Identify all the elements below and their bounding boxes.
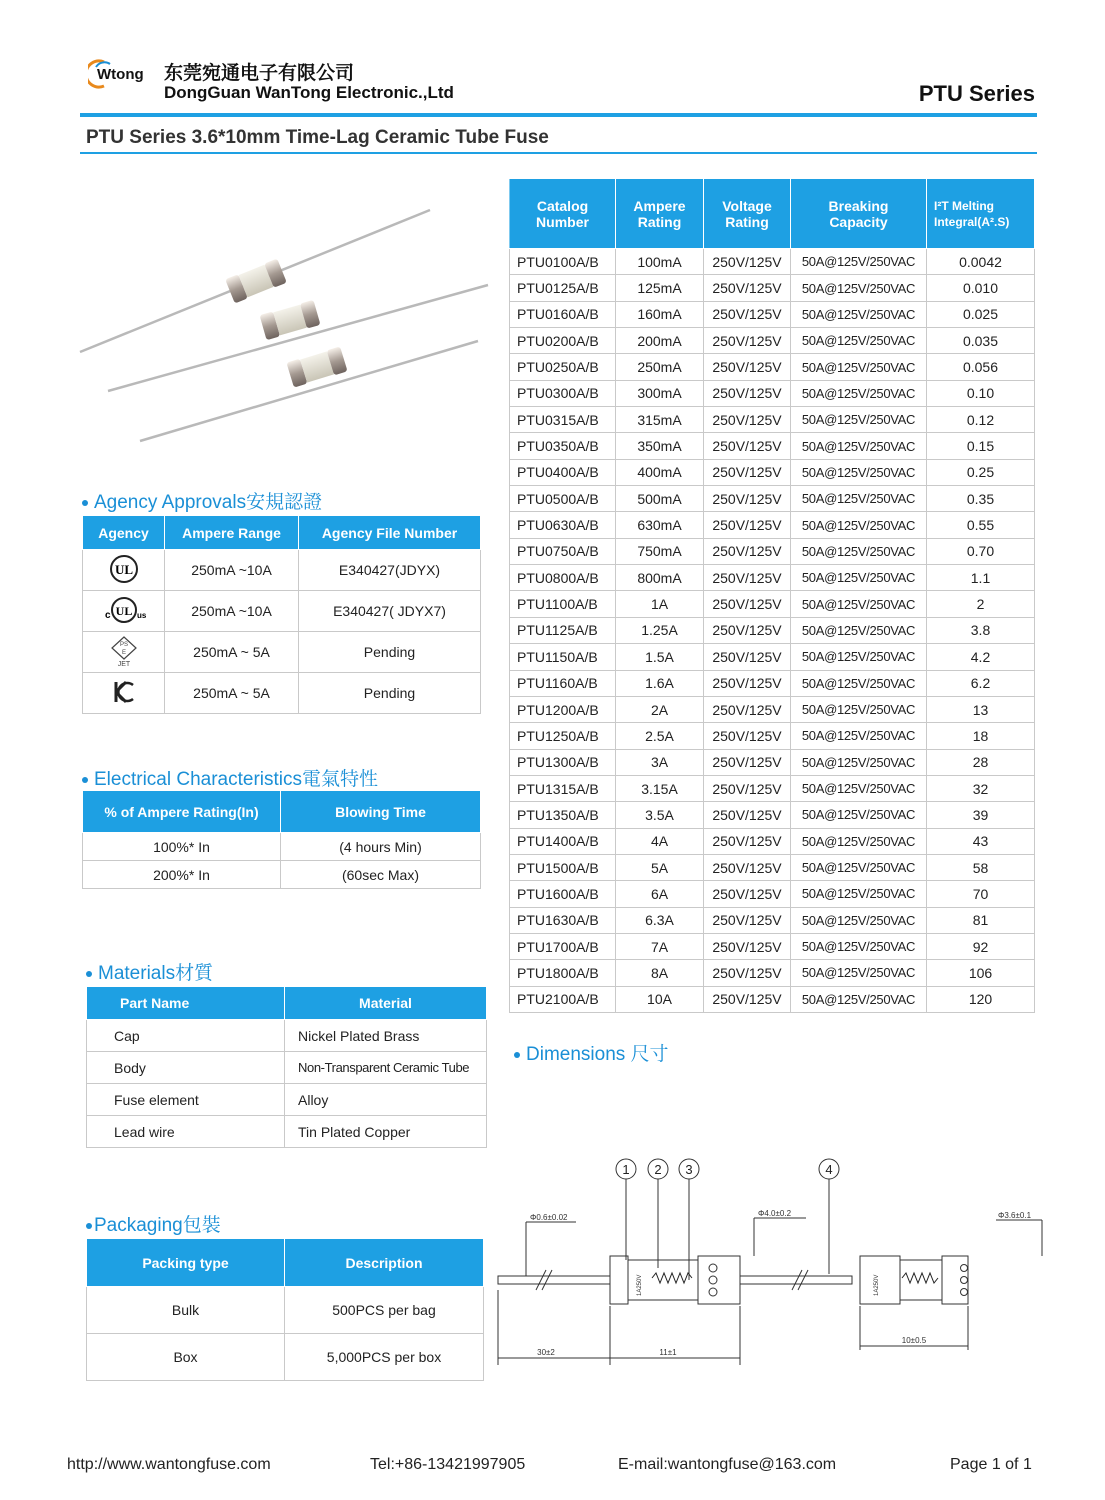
svg-text:us: us — [136, 610, 146, 620]
catalog-number: PTU0630A/B — [510, 512, 616, 538]
i2t-value: 28 — [927, 749, 1035, 775]
logo-text: Wtong — [97, 66, 144, 83]
voltage-rating: 250V/125V — [704, 380, 791, 406]
electrical-table — [82, 790, 481, 889]
catalog-number: PTU1350A/B — [510, 802, 616, 828]
part-name: Fuse element — [87, 1084, 285, 1116]
breaking-capacity: 50A@125V/250VAC — [791, 670, 927, 696]
ampere-rating: 630mA — [616, 512, 704, 538]
catalog-number: PTU1315A/B — [510, 775, 616, 801]
spec-table — [509, 178, 1035, 1013]
packaging-section-title: Packaging包裝 — [86, 1210, 221, 1237]
breaking-capacity: 50A@125V/250VAC — [791, 617, 927, 643]
breaking-capacity: 50A@125V/250VAC — [791, 933, 927, 959]
i2t-value: 39 — [927, 802, 1035, 828]
catalog-number: PTU0400A/B — [510, 459, 616, 485]
ampere-rating: 7A — [616, 933, 704, 959]
table-row — [510, 933, 1035, 959]
col-agency: Agency — [83, 516, 165, 550]
breaking-capacity: 50A@125V/250VAC — [791, 696, 927, 722]
table-row — [510, 486, 1035, 512]
svg-text:1A250V: 1A250V — [874, 1274, 880, 1296]
agency-table — [82, 515, 481, 714]
i2t-value: 58 — [927, 854, 1035, 880]
agency-file-number: Pending — [299, 632, 481, 673]
table-row — [510, 249, 1035, 275]
table-row — [510, 854, 1035, 880]
ampere-rating: 200mA — [616, 328, 704, 354]
col-description: Description — [285, 1239, 484, 1287]
table-row — [87, 1287, 484, 1334]
voltage-rating: 250V/125V — [704, 723, 791, 749]
catalog-number: PTU1200A/B — [510, 696, 616, 722]
ampere-range: 250mA ~10A — [165, 550, 299, 591]
ampere-rating: 5A — [616, 854, 704, 880]
agency-section-title: Agency Approvals安規認證 — [82, 487, 322, 514]
voltage-rating: 250V/125V — [704, 881, 791, 907]
catalog-number: PTU1150A/B — [510, 644, 616, 670]
i2t-value: 0.55 — [927, 512, 1035, 538]
voltage-rating: 250V/125V — [704, 617, 791, 643]
blowing-time: (4 hours Min) — [281, 833, 481, 861]
material: Non-Transparent Ceramic Tube — [285, 1052, 487, 1084]
packing-description: 5,000PCS per box — [285, 1334, 484, 1381]
kc-icon — [83, 673, 165, 714]
document-title: PTU Series 3.6*10mm Time-Lag Ceramic Tube Fuse — [86, 127, 549, 148]
company-logo — [88, 58, 154, 90]
ampere-rating: 800mA — [616, 565, 704, 591]
breaking-capacity: 50A@125V/250VAC — [791, 960, 927, 986]
table-row — [87, 1334, 484, 1381]
col-catalog-number: Catalog Number — [510, 179, 616, 249]
voltage-rating: 250V/125V — [704, 459, 791, 485]
breaking-capacity: 50A@125V/250VAC — [791, 275, 927, 301]
i2t-value: 3.8 — [927, 617, 1035, 643]
breaking-capacity: 50A@125V/250VAC — [791, 854, 927, 880]
ampere-rating: 2A — [616, 696, 704, 722]
voltage-rating: 250V/125V — [704, 538, 791, 564]
table-row — [510, 696, 1035, 722]
table-row — [510, 907, 1035, 933]
svg-text:PS: PS — [119, 641, 128, 648]
i2t-value: 92 — [927, 933, 1035, 959]
i2t-value: 0.0042 — [927, 249, 1035, 275]
table-row — [510, 802, 1035, 828]
catalog-number: PTU1250A/B — [510, 723, 616, 749]
col-i2t-melting-integral: I²T Melting Integral(A².S) — [927, 179, 1035, 249]
i2t-value: 120 — [927, 986, 1035, 1012]
i2t-value: 13 — [927, 696, 1035, 722]
ampere-rating: 100mA — [616, 249, 704, 275]
catalog-number: PTU1300A/B — [510, 749, 616, 775]
ul-icon — [83, 550, 165, 591]
catalog-number: PTU0100A/B — [510, 249, 616, 275]
table-row — [83, 673, 481, 714]
ampere-rating: 750mA — [616, 538, 704, 564]
col-part-name: Part Name — [87, 987, 285, 1020]
i2t-value: 43 — [927, 828, 1035, 854]
svg-text:30±2: 30±2 — [537, 1348, 555, 1357]
table-row — [510, 986, 1035, 1012]
svg-text:c: c — [104, 609, 111, 621]
footer-phone: Tel:+86-13421997905 — [370, 1456, 526, 1473]
voltage-rating: 250V/125V — [704, 775, 791, 801]
voltage-rating: 250V/125V — [704, 986, 791, 1012]
electrical-section-title: Electrical Characteristics電氣特性 — [82, 764, 378, 791]
svg-text:Φ3.6±0.1: Φ3.6±0.1 — [998, 1211, 1032, 1220]
table-row — [83, 861, 481, 889]
svg-text:11±1: 11±1 — [659, 1348, 677, 1357]
voltage-rating: 250V/125V — [704, 486, 791, 512]
breaking-capacity: 50A@125V/250VAC — [791, 565, 927, 591]
col-agency-file-number: Agency File Number — [299, 516, 481, 550]
ampere-rating: 315mA — [616, 407, 704, 433]
ampere-range: 250mA ~ 5A — [165, 673, 299, 714]
part-name: Lead wire — [87, 1116, 285, 1148]
table-row — [510, 775, 1035, 801]
ampere-rating: 1.5A — [616, 644, 704, 670]
voltage-rating: 250V/125V — [704, 696, 791, 722]
col-packing-type: Packing type — [87, 1239, 285, 1287]
cul-us-icon — [83, 591, 165, 632]
table-row — [510, 960, 1035, 986]
breaking-capacity: 50A@125V/250VAC — [791, 775, 927, 801]
blowing-time: (60sec Max) — [281, 861, 481, 889]
table-row — [87, 1052, 487, 1084]
voltage-rating: 250V/125V — [704, 275, 791, 301]
i2t-value: 70 — [927, 881, 1035, 907]
breaking-capacity: 50A@125V/250VAC — [791, 907, 927, 933]
table-row — [510, 670, 1035, 696]
footer-page-number: Page 1 of 1 — [950, 1456, 1032, 1473]
i2t-value: 0.70 — [927, 538, 1035, 564]
i2t-value: 1.1 — [927, 565, 1035, 591]
catalog-number: PTU0315A/B — [510, 407, 616, 433]
table-row — [510, 538, 1035, 564]
i2t-value: 6.2 — [927, 670, 1035, 696]
agency-file-number: Pending — [299, 673, 481, 714]
table-row — [510, 828, 1035, 854]
materials-section-title: Materials材質 — [86, 958, 213, 985]
spec-header-row — [510, 179, 1035, 249]
table-row — [83, 632, 481, 673]
i2t-value: 106 — [927, 960, 1035, 986]
i2t-value: 32 — [927, 775, 1035, 801]
ampere-percent: 200%* In — [83, 861, 281, 889]
ampere-rating: 1A — [616, 591, 704, 617]
breaking-capacity: 50A@125V/250VAC — [791, 380, 927, 406]
footer-website[interactable]: http://www.wantongfuse.com — [67, 1456, 271, 1473]
svg-text:4: 4 — [825, 1162, 833, 1177]
voltage-rating: 250V/125V — [704, 854, 791, 880]
series-title: PTU Series — [918, 81, 1035, 106]
packaging-table — [86, 1238, 484, 1381]
ampere-rating: 160mA — [616, 301, 704, 327]
ampere-rating: 125mA — [616, 275, 704, 301]
catalog-number: PTU0160A/B — [510, 301, 616, 327]
ampere-rating: 6.3A — [616, 907, 704, 933]
voltage-rating: 250V/125V — [704, 591, 791, 617]
ampere-rating: 400mA — [616, 459, 704, 485]
breaking-capacity: 50A@125V/250VAC — [791, 407, 927, 433]
i2t-value: 0.15 — [927, 433, 1035, 459]
voltage-rating: 250V/125V — [704, 328, 791, 354]
table-row — [510, 644, 1035, 670]
packing-type: Box — [87, 1334, 285, 1381]
table-row — [510, 617, 1035, 643]
breaking-capacity: 50A@125V/250VAC — [791, 986, 927, 1012]
svg-text:3: 3 — [685, 1162, 693, 1177]
col-material: Material — [285, 987, 487, 1020]
col-voltage-rating: Voltage Rating — [704, 179, 791, 249]
svg-text:E: E — [121, 649, 126, 656]
catalog-number: PTU0750A/B — [510, 538, 616, 564]
voltage-rating: 250V/125V — [704, 828, 791, 854]
voltage-rating: 250V/125V — [704, 354, 791, 380]
catalog-number: PTU0500A/B — [510, 486, 616, 512]
col-ampere-percent: % of Ampere Rating(In) — [83, 791, 281, 833]
voltage-rating: 250V/125V — [704, 301, 791, 327]
svg-text:JET: JET — [117, 660, 130, 667]
voltage-rating: 250V/125V — [704, 670, 791, 696]
table-row — [83, 550, 481, 591]
dimensions-section-title: Dimensions 尺寸 — [514, 1039, 669, 1066]
ampere-rating: 250mA — [616, 354, 704, 380]
i2t-value: 0.025 — [927, 301, 1035, 327]
catalog-number: PTU0250A/B — [510, 354, 616, 380]
i2t-value: 18 — [927, 723, 1035, 749]
breaking-capacity: 50A@125V/250VAC — [791, 433, 927, 459]
table-row — [510, 565, 1035, 591]
table-row — [510, 354, 1035, 380]
table-row — [510, 407, 1035, 433]
svg-text:2: 2 — [654, 1162, 662, 1177]
company-name-cn: 东莞宛通电子有限公司 — [164, 62, 355, 84]
table-row — [510, 591, 1035, 617]
table-row — [510, 723, 1035, 749]
i2t-value: 0.056 — [927, 354, 1035, 380]
catalog-number: PTU0200A/B — [510, 328, 616, 354]
col-ampere-range: Ampere Range — [165, 516, 299, 550]
dimension-drawing — [496, 1150, 1051, 1380]
ampere-rating: 4A — [616, 828, 704, 854]
voltage-rating: 250V/125V — [704, 802, 791, 828]
voltage-rating: 250V/125V — [704, 749, 791, 775]
voltage-rating: 250V/125V — [704, 907, 791, 933]
table-row — [87, 1084, 487, 1116]
ampere-percent: 100%* In — [83, 833, 281, 861]
catalog-number: PTU1100A/B — [510, 591, 616, 617]
ampere-rating: 500mA — [616, 486, 704, 512]
ampere-rating: 350mA — [616, 433, 704, 459]
breaking-capacity: 50A@125V/250VAC — [791, 459, 927, 485]
breaking-capacity: 50A@125V/250VAC — [791, 828, 927, 854]
catalog-number: PTU1500A/B — [510, 854, 616, 880]
voltage-rating: 250V/125V — [704, 249, 791, 275]
i2t-value: 0.010 — [927, 275, 1035, 301]
catalog-number: PTU2100A/B — [510, 986, 616, 1012]
breaking-capacity: 50A@125V/250VAC — [791, 881, 927, 907]
packing-type: Bulk — [87, 1287, 285, 1334]
table-row — [510, 380, 1035, 406]
material: Tin Plated Copper — [285, 1116, 487, 1148]
table-row — [510, 459, 1035, 485]
part-name: Cap — [87, 1020, 285, 1052]
i2t-value: 0.035 — [927, 328, 1035, 354]
part-name: Body — [87, 1052, 285, 1084]
ampere-range: 250mA ~ 5A — [165, 632, 299, 673]
table-row — [510, 881, 1035, 907]
breaking-capacity: 50A@125V/250VAC — [791, 301, 927, 327]
title-rule — [80, 152, 1037, 154]
ampere-rating: 1.6A — [616, 670, 704, 696]
breaking-capacity: 50A@125V/250VAC — [791, 538, 927, 564]
fuse-3 — [140, 341, 478, 441]
col-ampere-rating: Ampere Rating — [616, 179, 704, 249]
i2t-value: 0.12 — [927, 407, 1035, 433]
catalog-number: PTU0125A/B — [510, 275, 616, 301]
catalog-number: PTU1160A/B — [510, 670, 616, 696]
ampere-rating: 8A — [616, 960, 704, 986]
product-photo — [78, 205, 493, 445]
agency-file-number: E340427( JDYX7) — [299, 591, 481, 632]
fuse-1 — [80, 210, 430, 352]
table-row — [510, 749, 1035, 775]
svg-text:10±0.5: 10±0.5 — [901, 1336, 927, 1345]
ampere-rating: 6A — [616, 881, 704, 907]
col-breaking-capacity: Breaking Capacity — [791, 179, 927, 249]
catalog-number: PTU0800A/B — [510, 565, 616, 591]
breaking-capacity: 50A@125V/250VAC — [791, 723, 927, 749]
packing-description: 500PCS per bag — [285, 1287, 484, 1334]
breaking-capacity: 50A@125V/250VAC — [791, 802, 927, 828]
ampere-rating: 300mA — [616, 380, 704, 406]
ampere-rating: 2.5A — [616, 723, 704, 749]
i2t-value: 4.2 — [927, 644, 1035, 670]
svg-text:Φ0.6±0.02: Φ0.6±0.02 — [530, 1213, 568, 1222]
breaking-capacity: 50A@125V/250VAC — [791, 512, 927, 538]
material: Nickel Plated Brass — [285, 1020, 487, 1052]
table-row — [83, 591, 481, 632]
table-row — [510, 328, 1035, 354]
breaking-capacity: 50A@125V/250VAC — [791, 591, 927, 617]
breaking-capacity: 50A@125V/250VAC — [791, 354, 927, 380]
i2t-value: 81 — [927, 907, 1035, 933]
table-row — [510, 301, 1035, 327]
voltage-rating: 250V/125V — [704, 433, 791, 459]
ampere-range: 250mA ~10A — [165, 591, 299, 632]
i2t-value: 2 — [927, 591, 1035, 617]
material: Alloy — [285, 1084, 487, 1116]
ampere-rating: 3.15A — [616, 775, 704, 801]
voltage-rating: 250V/125V — [704, 512, 791, 538]
i2t-value: 0.10 — [927, 380, 1035, 406]
table-row — [87, 1116, 487, 1148]
table-row — [87, 1020, 487, 1052]
breaking-capacity: 50A@125V/250VAC — [791, 486, 927, 512]
table-row — [83, 833, 481, 861]
svg-text:1: 1 — [622, 1162, 630, 1177]
breaking-capacity: 50A@125V/250VAC — [791, 644, 927, 670]
company-name-en: DongGuan WanTong Electronic.,Ltd — [164, 83, 454, 102]
col-blowing-time: Blowing Time — [281, 791, 481, 833]
catalog-number: PTU1700A/B — [510, 933, 616, 959]
voltage-rating: 250V/125V — [704, 407, 791, 433]
breaking-capacity: 50A@125V/250VAC — [791, 249, 927, 275]
table-row — [510, 275, 1035, 301]
header-rule — [80, 113, 1037, 117]
catalog-number: PTU1630A/B — [510, 907, 616, 933]
table-row — [510, 512, 1035, 538]
catalog-number: PTU0350A/B — [510, 433, 616, 459]
voltage-rating: 250V/125V — [704, 933, 791, 959]
ampere-rating: 10A — [616, 986, 704, 1012]
materials-table — [86, 986, 487, 1148]
ampere-rating: 1.25A — [616, 617, 704, 643]
svg-text:Φ4.0±0.2: Φ4.0±0.2 — [758, 1209, 792, 1218]
i2t-value: 0.35 — [927, 486, 1035, 512]
voltage-rating: 250V/125V — [704, 960, 791, 986]
catalog-number: PTU0300A/B — [510, 380, 616, 406]
i2t-value: 0.25 — [927, 459, 1035, 485]
catalog-number: PTU1400A/B — [510, 828, 616, 854]
catalog-number: PTU1600A/B — [510, 881, 616, 907]
breaking-capacity: 50A@125V/250VAC — [791, 749, 927, 775]
svg-text:1A250V: 1A250V — [637, 1274, 643, 1296]
catalog-number: PTU1800A/B — [510, 960, 616, 986]
footer-email[interactable]: E-mail:wantongfuse@163.com — [618, 1456, 837, 1473]
svg-text:UL: UL — [114, 561, 133, 577]
svg-text:UL: UL — [115, 603, 132, 618]
table-row — [510, 433, 1035, 459]
breaking-capacity: 50A@125V/250VAC — [791, 328, 927, 354]
pse-jet-icon — [83, 632, 165, 673]
catalog-number: PTU1125A/B — [510, 617, 616, 643]
voltage-rating: 250V/125V — [704, 565, 791, 591]
ampere-rating: 3.5A — [616, 802, 704, 828]
agency-file-number: E340427(JDYX) — [299, 550, 481, 591]
voltage-rating: 250V/125V — [704, 644, 791, 670]
ampere-rating: 3A — [616, 749, 704, 775]
